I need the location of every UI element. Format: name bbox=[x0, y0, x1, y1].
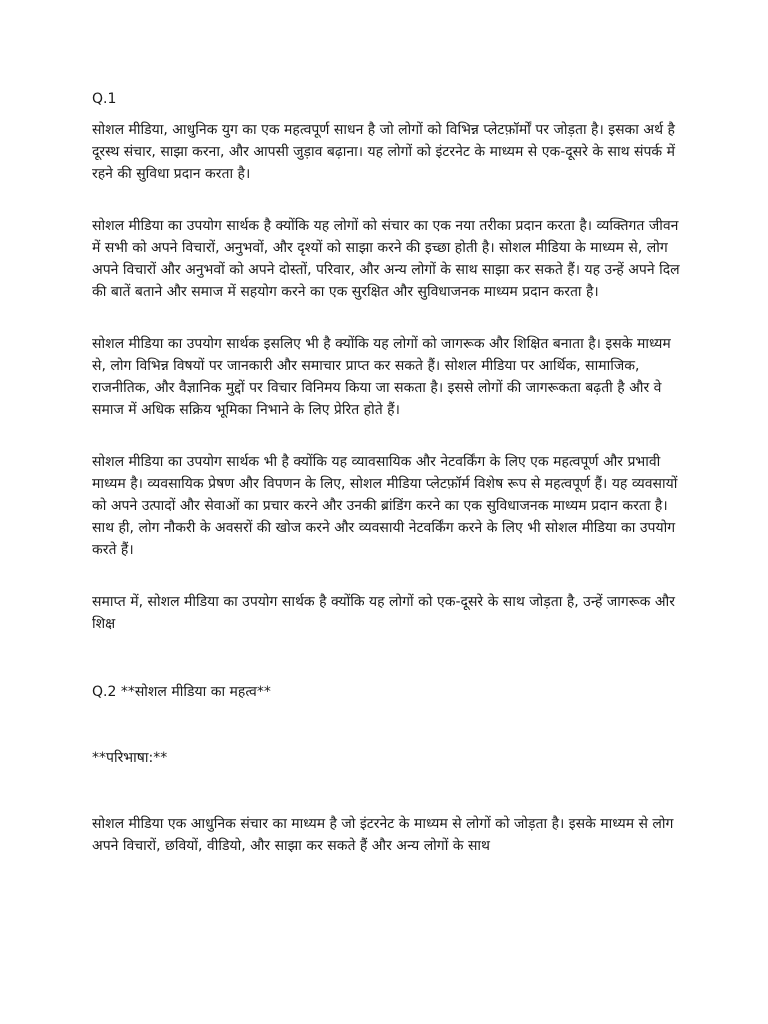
question-1-label: Q.1 bbox=[92, 91, 117, 107]
definition-paragraph: सोशल मीडिया एक आधुनिक संचार का माध्यम है जो इंटरनेट के माध्यम से लोगों को जोड़ता है। इसके माध्यम से लोग अपने विचारों, छवियों, वीडियो, और साझा कर सकते हैं और अन्य लोगों के साथ bbox=[92, 816, 674, 854]
paragraph-2: सोशल मीडिया का उपयोग सार्थक है क्योंकि यह लोगों को संचार का एक नया तरीका प्रदान करता है। व्यक्तिगत जीवन में सभी को अपने विचारों, अनुभवों, और दृश्यों को साझा करने की इच्छा होती है। सोशल मीडिया के माध्यम से, लोग अपने विचारों और अनुभवों को अपने दोस्तों, परिवार, और अन्य लोगों के साथ साझा कर सकते हैं। यह उन्हें अपने दिल की बातें बताने और समाज में सहयोग करने का एक सुरक्षित और सुविधाजनक माध्यम प्रदान करता है। bbox=[92, 218, 680, 300]
paragraph-3: सोशल मीडिया का उपयोग सार्थक इसलिए भी है क्योंकि यह लोगों को जागरूक और शिक्षित बनाता है। इसके माध्यम से, लोग विभिन्न विषयों पर जानकारी और समाचार प्राप्त कर सकते हैं। सोशल मीडिया पर आर्थिक, सामाजिक, राजनीतिक, और वैज्ञानिक मुद्दों पर विचार विनिमय किया जा सकता है। इससे लोगों की जागरूकता बढ़ती है और वे समाज में अधिक सक्रिय भूमिका निभाने के लिए प्रेरित होते हैं। bbox=[92, 336, 671, 418]
document-page bbox=[92, 88, 682, 857]
definition-label: **परिभाषा:** bbox=[92, 750, 168, 766]
paragraph-4: सोशल मीडिया का उपयोग सार्थक भी है क्योंकि यह व्यावसायिक और नेटवर्किंग के लिए एक महत्वपूर्ण और प्रभावी माध्यम है। व्यवसायिक प्रेषण और विपणन के लिए, सोशल मीडिया प्लेटफ़ॉर्म विशेष रूप से महत्वपूर्ण हैं। यह व्यवसायों को अपने उत्पादों और सेवाओं का प्रचार करने और उनकी ब्रांडिंग करने का एक सुविधाजनक माध्यम प्रदान करता है। साथ ही, लोग नौकरी के अवसरों की खोज करने और व्यवसायी नेटवर्किंग करने के लिए भी सोशल मीडिया का उपयोग करते हैं। bbox=[92, 454, 678, 558]
paragraph-1: सोशल मीडिया, आधुनिक युग का एक महत्वपूर्ण साधन है जो लोगों को विभिन्न प्लेटफ़ॉर्मों पर जोड़ता है। इसका अर्थ है दूरस्थ संचार, साझा करना, और आपसी जुड़ाव बढ़ाना। यह लोगों को इंटरनेट के माध्यम से एक-दूसरे के साथ संपर्क में रहने की सुविधा प्रदान करता है। bbox=[92, 122, 676, 182]
question-2-heading: Q.2 **सोशल मीडिया का महत्व** bbox=[92, 684, 271, 700]
paragraph-5: समाप्त में, सोशल मीडिया का उपयोग सार्थक है क्योंकि यह लोगों को एक-दूसरे के साथ जोड़ता है, उन्हें जागरूक और शिक्ष bbox=[92, 594, 675, 632]
